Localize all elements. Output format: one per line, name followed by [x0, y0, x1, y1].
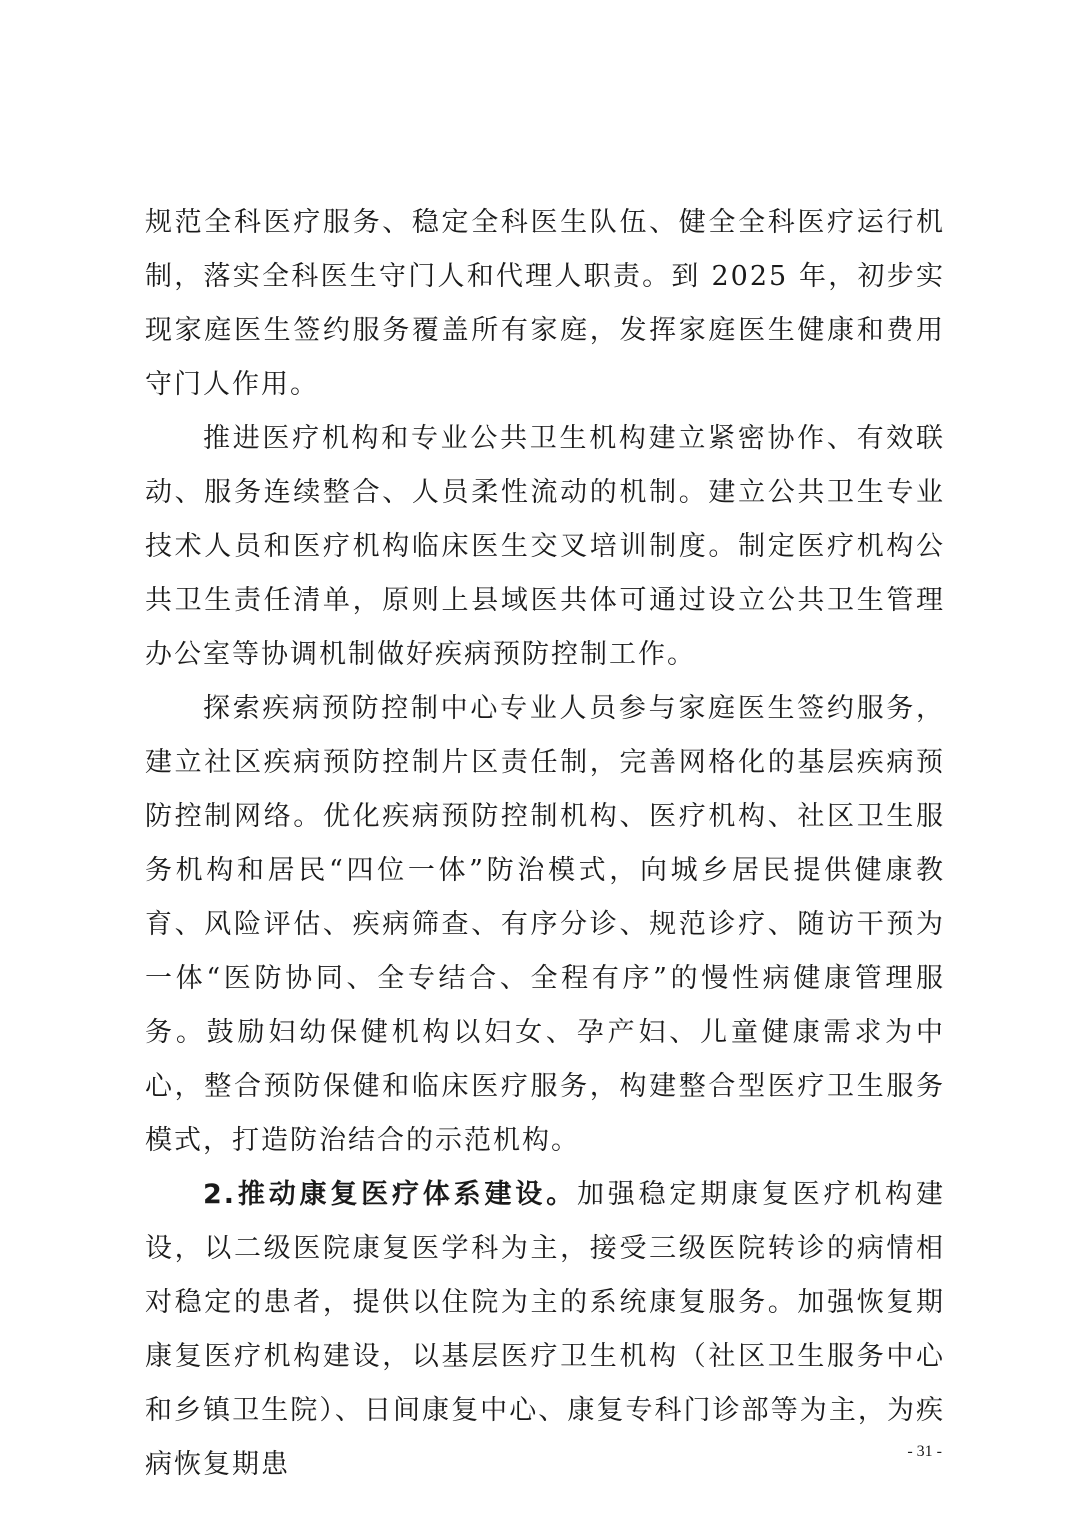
paragraph-3-text: 探索疾病预防控制中心专业人员参与家庭医生签约服务，建立社区疾病预防控制片区责任制，完善网格化的基层疾病预防控制网络。优化疾病预防控制机构、医疗机构、社区卫生服务机构和居民“四位一体”防治模式，向城乡居民提供健康教育、风险评估、疾病筛查、有序分诊、规范诊疗、随访干预为一体“医防协同、全专结合、全程有序”的慢性病健康管理服务。鼓励妇幼保健机构以妇女、孕产妇、儿童健康需求为中心，整合预防保健和临床医疗服务，构建整合型医疗卫生服务模式，打造防治结合的示范机构。 [145, 693, 945, 1156]
section-heading: 2.推动康复医疗体系建设。 [203, 1179, 577, 1210]
page-number: - 31 - [907, 1443, 942, 1460]
paragraph-4 [145, 1168, 945, 1492]
body-text [145, 196, 945, 1492]
paragraph-2-text: 推进医疗机构和专业公共卫生机构建立紧密协作、有效联动、服务连续整合、人员柔性流动的机制。建立公共卫生专业技术人员和医疗机构临床医生交叉培训制度。制定医疗机构公共卫生责任清单，原则上县域医共体可通过设立公共卫生管理办公室等协调机制做好疾病预防控制工作。 [145, 423, 945, 670]
paragraph-3 [145, 682, 945, 1168]
paragraph-1-text: 规范全科医疗服务、稳定全科医生队伍、健全全科医疗运行机制，落实全科医生守门人和代理人职责。到 2025 年，初步实现家庭医生签约服务覆盖所有家庭，发挥家庭医生健康和费用守门人作用。 [145, 207, 945, 400]
paragraph-4-text: 加强稳定期康复医疗机构建设，以二级医院康复医学科为主，接受三级医院转诊的病情相对稳定的患者，提供以住院为主的系统康复服务。加强恢复期康复医疗机构建设，以基层医疗卫生机构（社区卫生服务中心和乡镇卫生院）、日间康复中心、康复专科门诊部等为主，为疾病恢复期患 [145, 1179, 946, 1480]
paragraph-1 [145, 196, 945, 412]
paragraph-2 [145, 412, 945, 682]
